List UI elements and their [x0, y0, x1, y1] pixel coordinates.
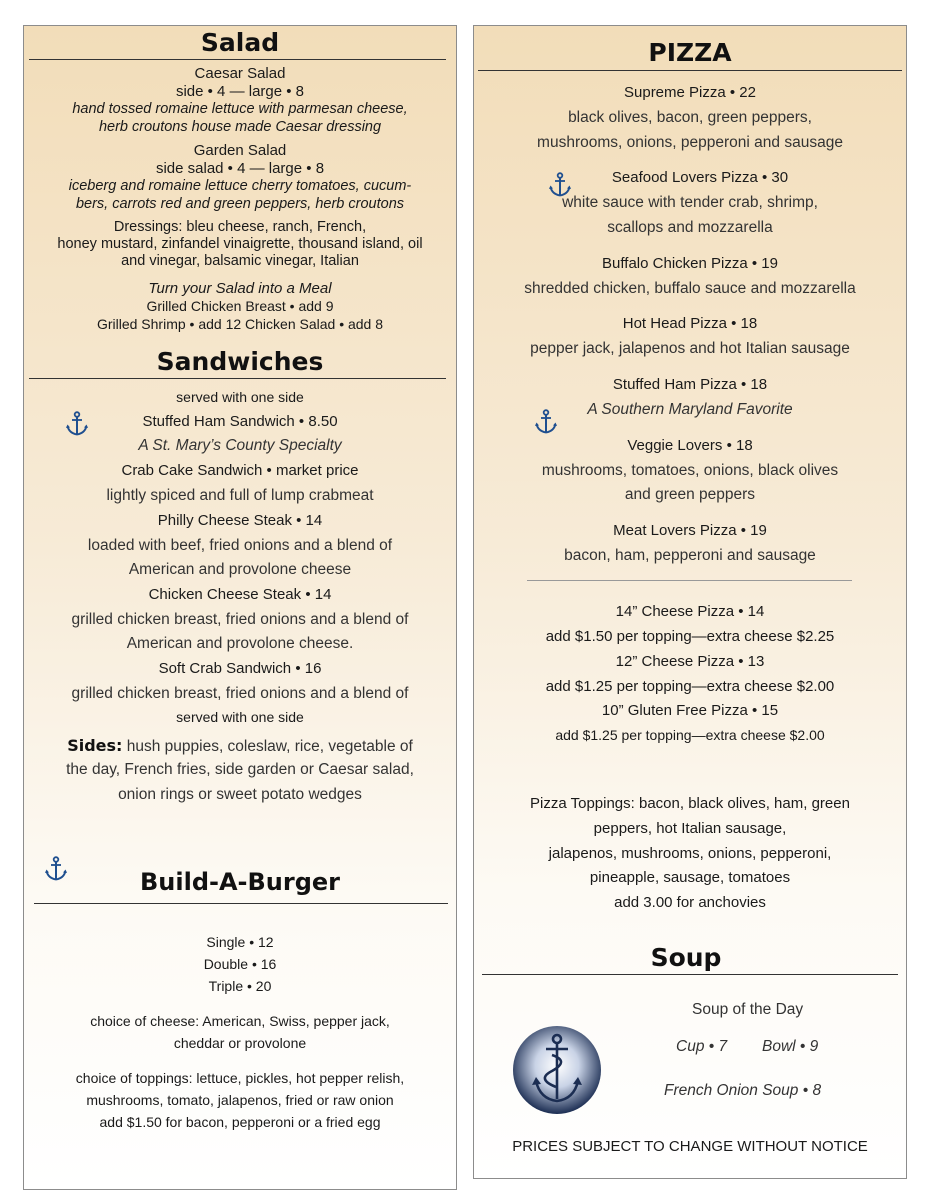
philly-cheese-steak-name: Philly Cheese Steak • 14 [157, 512, 323, 529]
soup-heading: Soup [650, 943, 722, 972]
dressings-line-1: Dressings: bleu cheese, ranch, French, [113, 219, 367, 235]
burger-toppings-line-3: add $1.50 for bacon, pepperoni or a fried egg [99, 1114, 381, 1130]
soup-cup-price: Cup • 7 [676, 1038, 728, 1055]
burger-double: Double • 16 [203, 956, 277, 972]
sides-label: Sides: [67, 736, 123, 755]
stuffed-ham-pizza-desc: A Southern Maryland Favorite [587, 401, 793, 418]
garden-salad-desc-1: iceberg and romaine lettuce cherry tomatoes, cucum- [68, 178, 412, 194]
burger-divider [34, 903, 448, 904]
supreme-pizza-desc-1: black olives, bacon, green peppers, [568, 109, 812, 126]
philly-cheese-steak-desc-2: American and provolone cheese [128, 561, 352, 578]
price-notice: PRICES SUBJECT TO CHANGE WITHOUT NOTICE [512, 1138, 868, 1155]
cheese-pizza-12-name: 12” Cheese Pizza • 13 [615, 653, 765, 670]
garden-salad-price: side salad • 4 — large • 8 [155, 160, 325, 177]
seafood-lovers-pizza-desc-2: scallops and mozzarella [607, 219, 773, 236]
salad-meal-line-2: Grilled Shrimp • add 12 Chicken Salad • add 8 [96, 316, 384, 332]
chicken-cheese-steak-desc-1: grilled chicken breast, fried onions and a blend of [71, 611, 409, 628]
anchor-medallion [512, 1025, 602, 1115]
soup-divider [482, 974, 898, 975]
salad-divider [29, 59, 446, 60]
burger-cheese-line-1: choice of cheese: American, Swiss, pepper jack, [90, 1013, 390, 1029]
sides-line-1 [24, 736, 456, 756]
soup-of-the-day: Soup of the Day [692, 1001, 804, 1018]
salad-heading: Salad [200, 28, 280, 57]
caesar-salad-desc-1: hand tossed romaine lettuce with parmesan cheese, [72, 101, 408, 117]
sandwiches-served-note-2: served with one side [176, 709, 304, 725]
french-onion-soup: French Onion Soup • 8 [664, 1082, 822, 1099]
hot-head-pizza-desc: pepper jack, jalapenos and hot Italian sausage [530, 340, 850, 357]
veggie-lovers-desc-2: and green peppers [624, 486, 756, 503]
pizza-toppings-line-3: jalapenos, mushrooms, onions, pepperoni, [548, 845, 832, 862]
sandwiches-heading: Sandwiches [156, 347, 324, 376]
veggie-lovers-desc-1: mushrooms, tomatoes, onions, black olives [541, 462, 839, 479]
sides-line-2: the day, French fries, side garden or Caesar salad, [66, 761, 414, 778]
burger-single: Single • 12 [206, 934, 274, 950]
burger-heading: Build-A-Burger [139, 868, 340, 896]
cheese-pizza-14-add: add $1.50 per topping—extra cheese $2.25 [545, 628, 835, 645]
seafood-lovers-pizza-desc-1: white sauce with tender crab, shrimp, [562, 194, 818, 211]
sides-line-3: onion rings or sweet potato wedges [118, 786, 362, 803]
buffalo-chicken-pizza-name: Buffalo Chicken Pizza • 19 [602, 255, 778, 272]
meat-lovers-pizza-desc: bacon, ham, pepperoni and sausage [564, 547, 816, 564]
buffalo-chicken-pizza-desc: shredded chicken, buffalo sauce and mozzarella [524, 280, 856, 297]
crab-cake-sandwich-desc: lightly spiced and full of lump crabmeat [106, 487, 374, 504]
pizza-toppings-line-2: peppers, hot Italian sausage, [593, 820, 787, 837]
burger-cheese-line-2: cheddar or provolone [173, 1035, 307, 1051]
caesar-salad-desc-2: herb croutons house made Caesar dressing [98, 119, 382, 135]
sandwiches-served-note: served with one side [176, 389, 304, 405]
anchor-icon [534, 409, 558, 435]
sandwiches-divider [29, 378, 446, 379]
seafood-lovers-pizza-name: Seafood Lovers Pizza • 30 [611, 169, 789, 186]
supreme-pizza-name: Supreme Pizza • 22 [624, 84, 756, 101]
philly-cheese-steak-desc-1: loaded with beef, fried onions and a blend of [87, 537, 393, 554]
chicken-cheese-steak-name: Chicken Cheese Steak • 14 [148, 586, 332, 603]
stuffed-ham-sandwich-desc: A St. Mary’s County Specialty [138, 437, 342, 454]
meat-lovers-pizza-name: Meat Lovers Pizza • 19 [613, 522, 767, 539]
crab-cake-sandwich-name: Crab Cake Sandwich • market price [121, 462, 359, 479]
cheese-pizza-12-add: add $1.25 per topping—extra cheese $2.00 [545, 678, 835, 695]
dressings-line-2: honey mustard, zinfandel vinaigrette, thousand island, oil [57, 236, 423, 252]
chicken-cheese-steak-desc-2: American and provolone cheese. [126, 635, 354, 652]
pizza-divider [478, 70, 902, 71]
caesar-salad-price: side • 4 — large • 8 [175, 83, 305, 100]
right-menu-panel [473, 25, 907, 1179]
soft-crab-sandwich-desc: grilled chicken breast, fried onions and a blend of [71, 685, 409, 702]
supreme-pizza-desc-2: mushrooms, onions, pepperoni and sausage [537, 134, 843, 151]
sides-text-1: hush puppies, coleslaw, rice, vegetable of [122, 738, 413, 755]
burger-toppings-line-2: mushrooms, tomato, jalapenos, fried or raw onion [86, 1092, 394, 1108]
left-menu-panel [23, 25, 457, 1190]
garden-salad-name: Garden Salad [193, 142, 287, 159]
pizza-separator [527, 580, 852, 581]
pizza-heading: PIZZA [648, 38, 732, 67]
burger-toppings-line-1: choice of toppings: lettuce, pickles, hot pepper relish, [75, 1070, 405, 1086]
dressings-line-3: and vinegar, balsamic vinegar, Italian [121, 253, 359, 269]
stuffed-ham-pizza-name: Stuffed Ham Pizza • 18 [612, 376, 768, 393]
soft-crab-sandwich-name: Soft Crab Sandwich • 16 [158, 660, 322, 677]
salad-meal-line-1: Grilled Chicken Breast • add 9 [146, 298, 334, 314]
caesar-salad-name: Caesar Salad [194, 65, 286, 82]
garden-salad-desc-2: bers, carrots red and green peppers, herb croutons [75, 196, 405, 212]
gluten-free-pizza-name: 10” Gluten Free Pizza • 15 [601, 702, 779, 719]
pizza-toppings-line-5: add 3.00 for anchovies [614, 894, 766, 911]
burger-triple: Triple • 20 [208, 978, 272, 994]
soup-bowl-price: Bowl • 9 [762, 1038, 819, 1055]
pizza-toppings-line-4: pineapple, sausage, tomatoes [589, 869, 791, 886]
gluten-free-pizza-add: add $1.25 per topping—extra cheese $2.00 [555, 727, 825, 743]
veggie-lovers-name: Veggie Lovers • 18 [627, 437, 753, 454]
hot-head-pizza-name: Hot Head Pizza • 18 [622, 315, 758, 332]
salad-meal-title: Turn your Salad into a Meal [148, 280, 332, 297]
stuffed-ham-sandwich-name: Stuffed Ham Sandwich • 8.50 [142, 413, 338, 430]
pizza-toppings-line-1: Pizza Toppings: bacon, black olives, ham, green [530, 795, 850, 812]
cheese-pizza-14-name: 14” Cheese Pizza • 14 [615, 603, 765, 620]
